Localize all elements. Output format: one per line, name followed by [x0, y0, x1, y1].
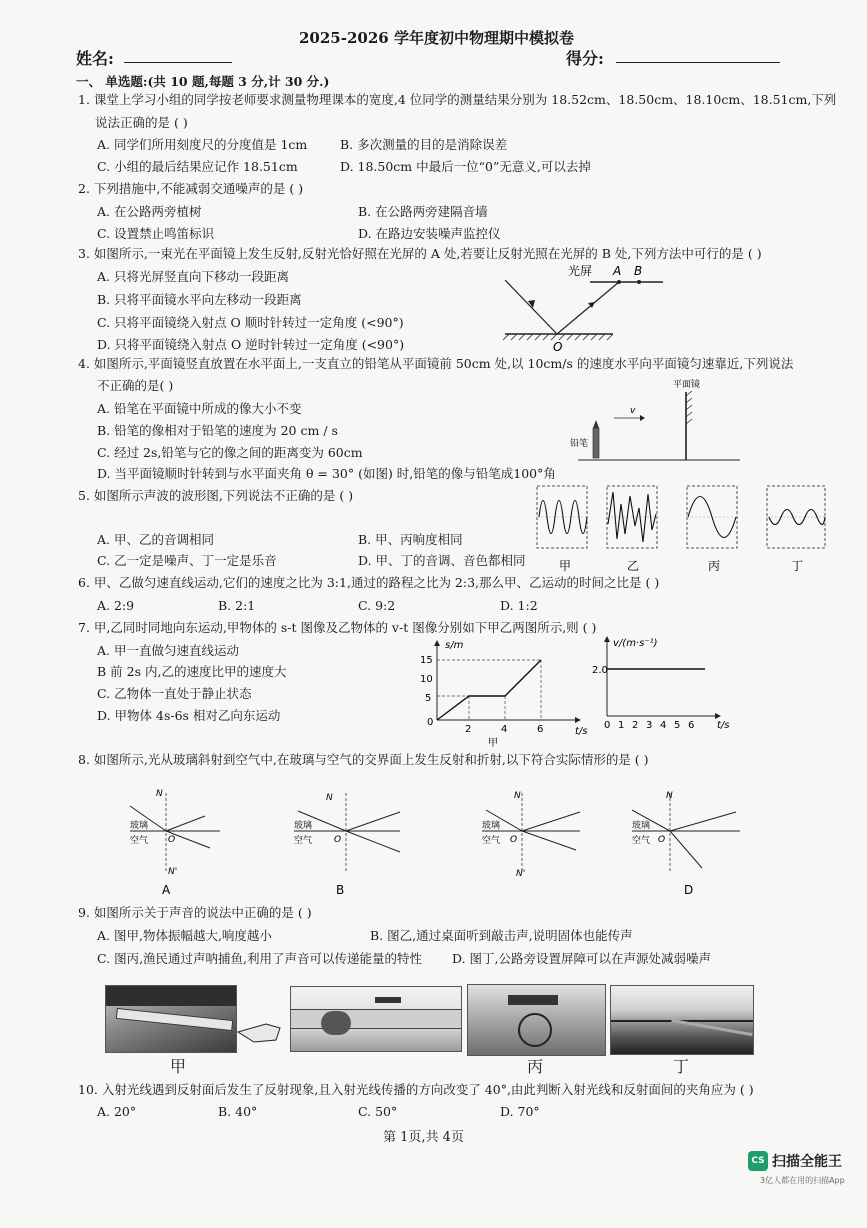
- q8-option-c-diagram[interactable]: [482, 791, 580, 879]
- q8-c-glass-label: 玻璃: [482, 821, 501, 831]
- q4-mirror-label: 平面镜: [673, 380, 701, 390]
- q10-option-c[interactable]: C. 50°: [358, 1104, 398, 1119]
- q9-image-sonar: [467, 984, 606, 1056]
- q8-d-o-label: O: [658, 835, 666, 845]
- q8-a-normal2-label: N': [168, 867, 178, 877]
- q7-st-xtick-4: 4: [501, 724, 508, 735]
- q9-stem: 9. 如图所示关于声音的说法中正确的是 ( ): [78, 905, 312, 920]
- q7-st-graph: [415, 638, 590, 750]
- q7-vt-xtick-1: 1: [618, 720, 625, 731]
- q1-option-d[interactable]: D. 18.50cm 中最后一位“0”无意义,可以去掉: [340, 159, 591, 174]
- q8-d-normal-label: N: [666, 791, 673, 801]
- section-heading: 一、 单选题:(共 10 题,每题 3 分,计 30 分.): [76, 74, 330, 89]
- q7-st-ytick-10: 10: [420, 674, 433, 685]
- name-field[interactable]: [124, 50, 232, 63]
- q3-point-a-label: A: [613, 264, 622, 278]
- q8-c-air-label: 空气: [482, 836, 501, 846]
- q7-vt-xtick-0: 0: [604, 720, 611, 731]
- q8-option-d-diagram[interactable]: [632, 791, 740, 897]
- q7-vt-x-arrow-icon: [715, 713, 721, 719]
- q7-option-d[interactable]: D. 甲物体 4s-6s 相对乙向东运动: [97, 708, 281, 723]
- q7-vt-xtick-4: 4: [660, 720, 667, 731]
- q9-image-table: [290, 986, 462, 1052]
- q4-pencil-tip-icon: [593, 420, 599, 428]
- q3-point-o-label: O: [553, 340, 563, 354]
- q5-stem: 5. 如图所示声波的波形图,下列说法不正确的是 ( ): [78, 488, 354, 503]
- q7-vt-xtick-5: 5: [674, 720, 681, 731]
- q7-vt-xlabel: t/s: [717, 720, 730, 731]
- q7-st-xlabel: t/s: [575, 726, 588, 737]
- q8-refraction-figures: [110, 788, 750, 900]
- q4-option-c[interactable]: C. 经过 2s,铅笔与它的像之间的距离变为 60cm: [97, 445, 363, 460]
- q1-stem: 1. 课堂上学习小组的同学按老师要求测量物理课本的宽度,4 位同学的测量结果分别为 18.52cm、18.50cm、18.10cm、18.51cm,下列: [78, 92, 837, 107]
- q8-b-o-label: O: [334, 835, 342, 845]
- q1-stem-cont: 说法正确的是 ( ): [95, 115, 188, 130]
- q8-c-normal-label: N: [514, 791, 521, 801]
- q2-stem: 2. 下列措施中,不能减弱交通噪声的是 ( ): [78, 181, 304, 196]
- q5-option-d[interactable]: D. 甲、丁的音调、音色都相同: [358, 553, 526, 568]
- q7-option-a[interactable]: A. 甲一直做匀速直线运动: [97, 643, 239, 658]
- q3-stem: 3. 如图所示,一束光在平面镜上发生反射,反射光恰好照在光屏的 A 处,若要让反射光照在光屏的 B 处,下列方法中可行的是 ( ): [78, 246, 762, 261]
- q7-st-origin: 0: [427, 717, 434, 728]
- q3-option-d[interactable]: D. 只将平面镜绕入射点 O 逆时针转过一定角度 (<90°): [97, 337, 405, 352]
- q9-option-c[interactable]: C. 图丙,渔民通过声呐捕鱼,利用了声音可以传递能量的特性: [97, 951, 423, 966]
- q3-option-b[interactable]: B. 只将平面镜水平向左移动一段距离: [97, 292, 302, 307]
- q2-option-d[interactable]: D. 在路边安装噪声监控仪: [358, 226, 501, 241]
- q4-pencil: [593, 428, 599, 458]
- q1-option-c[interactable]: C. 小组的最后结果应记作 18.51cm: [97, 159, 298, 174]
- score-label: 得分:: [566, 49, 604, 68]
- q4-velocity-arrow-icon: [640, 415, 645, 421]
- scanner-app-name: 扫描全能王: [772, 1154, 842, 1170]
- q7-st-x-arrow-icon: [575, 717, 581, 723]
- q5-option-a[interactable]: A. 甲、乙的音调相同: [97, 532, 214, 547]
- q8-d-letter: D: [684, 883, 694, 897]
- q5-waveform-figure: [535, 484, 835, 576]
- q4-velocity-label: v: [630, 406, 636, 416]
- q5-wave-ding: [767, 486, 825, 548]
- q7-st-ytick-5: 5: [425, 693, 432, 704]
- q2-option-b[interactable]: B. 在公路两旁建隔音墙: [358, 204, 488, 219]
- q9-label-ding: 丁: [673, 1057, 690, 1076]
- q7-st-line: [437, 660, 541, 720]
- q8-b-air-label: 空气: [294, 836, 313, 846]
- q8-c-o-label: O: [510, 835, 518, 845]
- q3-reflection-figure: [495, 262, 675, 354]
- q5-wave-jia: [537, 486, 587, 548]
- q5-label-jia: 甲: [559, 559, 572, 573]
- q9-option-d[interactable]: D. 图丁,公路旁设置屏障可以在声源处减弱噪声: [452, 951, 711, 966]
- q4-mirror-hatch: [686, 391, 692, 424]
- q4-stem-cont: 不正确的是( ): [97, 378, 174, 393]
- q8-a-o-label: O: [168, 835, 176, 845]
- q8-d-glass-label: 玻璃: [632, 821, 651, 831]
- q6-option-a[interactable]: A. 2:9: [97, 598, 135, 613]
- page-title: 2025-2026 学年度初中物理期中模拟卷: [299, 29, 574, 47]
- q3-point-b-label: B: [634, 264, 643, 278]
- q3-incident-ray: [505, 280, 557, 334]
- q8-option-b-diagram[interactable]: [294, 793, 400, 897]
- q3-point-a: [617, 280, 621, 284]
- q5-label-ding: 丁: [791, 559, 804, 573]
- q10-option-d[interactable]: D. 70°: [500, 1104, 540, 1119]
- q8-stem: 8. 如图所示,光从玻璃斜射到空气中,在玻璃与空气的交界面上发生反射和折射,以下符合实际情形的是 ( ): [78, 752, 649, 767]
- q7-stem: 7. 甲,乙同时同地向东运动,甲物体的 s-t 图像及乙物体的 v-t 图像分别如下甲乙两图所示,则 ( ): [78, 620, 597, 635]
- q7-vt-ytick: 2.0: [592, 665, 608, 676]
- q7-st-xtick-6: 6: [537, 724, 544, 735]
- page-footer: 第 1页,共 4页: [383, 1130, 464, 1145]
- q8-a-normal-label: N: [156, 789, 163, 799]
- q8-b-glass-label: 玻璃: [294, 821, 313, 831]
- q5-option-b[interactable]: B. 甲、丙响度相同: [358, 532, 463, 547]
- q6-option-b[interactable]: B. 2:1: [218, 598, 256, 613]
- q9-finger-icon: [236, 1012, 284, 1048]
- q5-label-bing: 丙: [708, 559, 721, 573]
- q7-vt-xtick-6: 6: [688, 720, 695, 731]
- q8-b-normal-label: N: [326, 793, 333, 803]
- q7-st-xtick-2: 2: [465, 724, 472, 735]
- q1-option-b[interactable]: B. 多次测量的目的是消除误差: [340, 137, 508, 152]
- q7-vt-xtick-3: 3: [646, 720, 653, 731]
- q7-vt-y-arrow-icon: [604, 636, 610, 642]
- q9-label-bing: 丙: [527, 1057, 544, 1076]
- q2-option-c[interactable]: C. 设置禁止鸣笛标识: [97, 226, 215, 241]
- q7-st-ytick-15: 15: [420, 655, 433, 666]
- q5-wave-yi: [607, 486, 657, 548]
- q3-point-b: [637, 280, 641, 284]
- q9-option-b[interactable]: B. 图乙,通过桌面听到敲击声,说明固体也能传声: [370, 928, 633, 943]
- q6-option-c[interactable]: C. 9:2: [358, 598, 396, 613]
- q10-stem: 10. 入射光线遇到反射面后发生了反射现象,且入射光线传播的方向改变了 40°,由此判断入射光线和反射面间的夹角应为 ( ): [78, 1082, 754, 1097]
- q8-c-normal2-label: N': [516, 869, 526, 879]
- q4-stem: 4. 如图所示,平面镜竖直放置在水平面上,一支直立的铅笔从平面镜前 50cm 处,以 10cm/s 的速度水平向平面镜匀速靠近,下列说法: [78, 356, 794, 371]
- q7-vt-xtick-2: 2: [632, 720, 639, 731]
- q1-option-a[interactable]: A. 同学们所用刻度尺的分度值是 1cm: [97, 137, 308, 152]
- q5-option-c[interactable]: C. 乙一定是噪声、丁一定是乐音: [97, 553, 277, 568]
- q10-option-a[interactable]: A. 20°: [97, 1104, 137, 1119]
- q4-pencil-mirror-figure: [568, 376, 743, 462]
- q7-st-y-arrow-icon: [434, 640, 440, 646]
- q6-stem: 6. 甲、乙做匀速直线运动,它们的速度之比为 3:1,通过的路程之比为 2:3,那么甲、乙运动的时间之比是 ( ): [78, 575, 660, 590]
- q10-option-b[interactable]: B. 40°: [218, 1104, 258, 1119]
- q8-b-letter: B: [336, 883, 345, 897]
- q8-option-a-diagram[interactable]: [130, 789, 220, 897]
- q7-option-b[interactable]: B 前 2s 内,乙的速度比甲的速度大: [97, 664, 287, 679]
- q9-option-a[interactable]: A. 图甲,物体振幅越大,响度越小: [97, 928, 272, 943]
- q7-st-ylabel: s/m: [445, 640, 464, 651]
- scanner-logo-icon: CS: [748, 1151, 768, 1171]
- score-field[interactable]: [616, 50, 780, 63]
- q4-option-a[interactable]: A. 铅笔在平面镜中所成的像大小不变: [97, 401, 302, 416]
- q7-option-c[interactable]: C. 乙物体一直处于静止状态: [97, 686, 252, 701]
- q5-wave-bing: [687, 486, 737, 548]
- q4-pencil-label: 铅笔: [570, 439, 589, 449]
- q3-screen-label: 光屏: [568, 264, 593, 278]
- q5-label-yi: 乙: [627, 559, 640, 573]
- q7-vt-graph: [592, 632, 747, 731]
- q3-option-c[interactable]: C. 只将平面镜绕入射点 O 顺时针转过一定角度 (<90°): [97, 315, 404, 330]
- q9-image-highway: [610, 985, 754, 1055]
- q7-vt-ylabel: v/(m·s⁻¹): [613, 638, 658, 649]
- q8-d-air-label: 空气: [632, 836, 651, 846]
- q4-option-b[interactable]: B. 铅笔的像相对于铅笔的速度为 20 cm / s: [97, 423, 338, 438]
- q9-label-jia: 甲: [170, 1057, 187, 1076]
- scanner-tagline: 3亿人都在用的扫描App: [760, 1176, 845, 1185]
- q9-image-ruler: [105, 985, 237, 1053]
- q8-a-glass-label: 玻璃: [130, 821, 149, 831]
- q2-option-a[interactable]: A. 在公路两旁植树: [97, 204, 202, 219]
- name-label: 姓名:: [76, 49, 114, 68]
- q7-st-caption: 甲: [488, 738, 498, 749]
- q8-a-air-label: 空气: [130, 836, 149, 846]
- q3-reflected-ray: [557, 282, 619, 334]
- q4-option-d[interactable]: D. 当平面镜顺时针转到与水平面夹角 θ = 30° (如图) 时,铅笔的像与铅笔成100°角: [97, 466, 556, 481]
- q3-option-a[interactable]: A. 只将光屏竖直向下移动一段距离: [97, 269, 289, 284]
- q7-st-guides: [437, 660, 541, 720]
- q6-option-d[interactable]: D. 1:2: [500, 598, 538, 613]
- q8-a-letter: A: [162, 883, 171, 897]
